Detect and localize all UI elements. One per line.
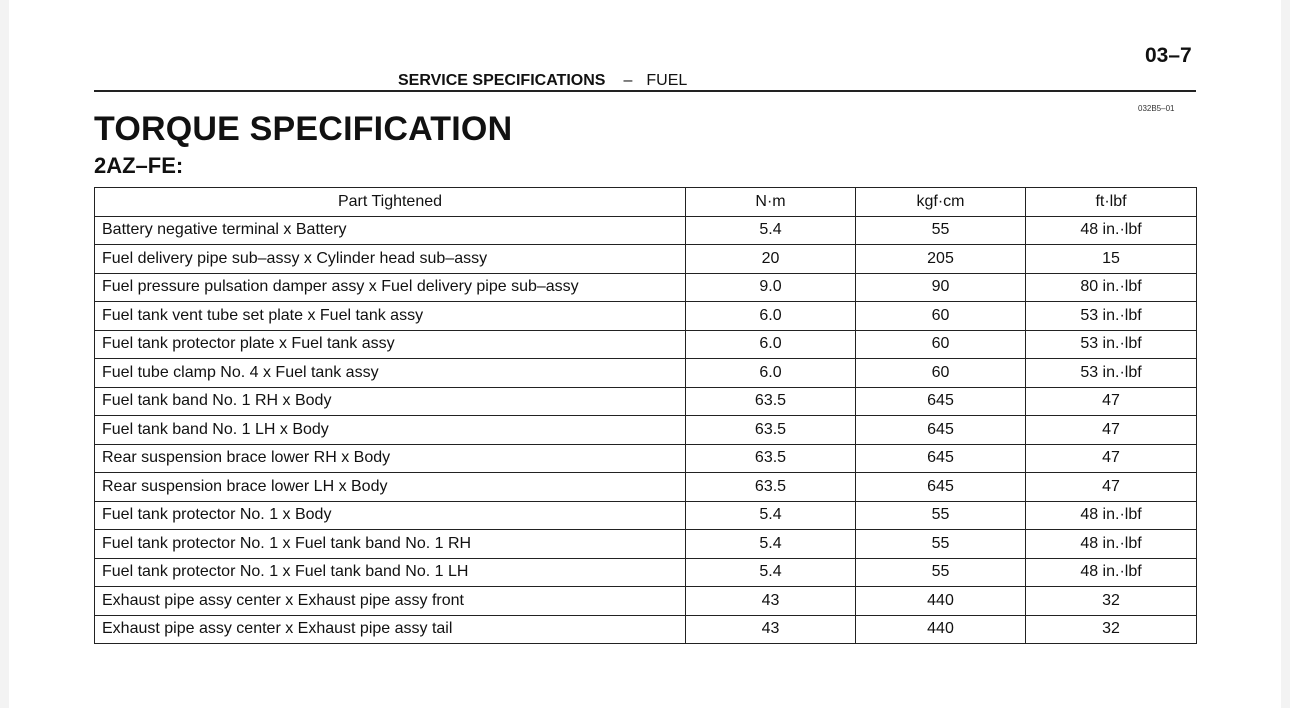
kgfcm-cell: 90 — [856, 273, 1026, 302]
ftlbf-cell: 48 in.·lbf — [1026, 216, 1197, 245]
nm-cell: 43 — [686, 615, 856, 644]
page-number: 03–7 — [1145, 44, 1192, 67]
nm-cell: 6.0 — [686, 302, 856, 331]
nm-cell: 5.4 — [686, 216, 856, 245]
header-nm: N·m — [686, 188, 856, 217]
running-header-separator: – — [623, 72, 633, 89]
running-header-topic: FUEL — [646, 72, 688, 89]
kgfcm-cell: 440 — [856, 615, 1026, 644]
kgfcm-cell: 60 — [856, 330, 1026, 359]
torque-spec-table — [94, 187, 1197, 644]
nm-cell: 5.4 — [686, 558, 856, 587]
ftlbf-cell: 47 — [1026, 387, 1197, 416]
page-title: TORQUE SPECIFICATION — [94, 110, 513, 148]
ftlbf-cell: 53 in.·lbf — [1026, 359, 1197, 388]
part-cell: Fuel tank protector No. 1 x Fuel tank band No. 1 RH — [95, 530, 686, 559]
table-header-row — [95, 188, 1197, 217]
table-row — [95, 330, 1197, 359]
table-row — [95, 530, 1197, 559]
part-cell: Rear suspension brace lower RH x Body — [95, 444, 686, 473]
part-cell: Fuel tank protector plate x Fuel tank assy — [95, 330, 686, 359]
kgfcm-cell: 55 — [856, 501, 1026, 530]
kgfcm-cell: 205 — [856, 245, 1026, 274]
header-rule — [94, 90, 1196, 92]
kgfcm-cell: 60 — [856, 359, 1026, 388]
kgfcm-cell: 645 — [856, 387, 1026, 416]
table-row — [95, 245, 1197, 274]
ftlbf-cell: 32 — [1026, 587, 1197, 616]
table-row — [95, 473, 1197, 502]
ftlbf-cell: 15 — [1026, 245, 1197, 274]
part-cell: Fuel tank band No. 1 LH x Body — [95, 416, 686, 445]
table-row — [95, 416, 1197, 445]
table-row — [95, 501, 1197, 530]
header-part: Part Tightened — [95, 188, 686, 217]
header-kgfcm: kgf·cm — [856, 188, 1026, 217]
part-cell: Fuel pressure pulsation damper assy x Fuel delivery pipe sub–assy — [95, 273, 686, 302]
part-cell: Exhaust pipe assy center x Exhaust pipe assy tail — [95, 615, 686, 644]
kgfcm-cell: 55 — [856, 558, 1026, 587]
kgfcm-cell: 645 — [856, 444, 1026, 473]
part-cell: Fuel tank vent tube set plate x Fuel tank assy — [95, 302, 686, 331]
part-cell: Rear suspension brace lower LH x Body — [95, 473, 686, 502]
part-cell: Fuel tube clamp No. 4 x Fuel tank assy — [95, 359, 686, 388]
ftlbf-cell: 32 — [1026, 615, 1197, 644]
table-row — [95, 273, 1197, 302]
header-ftlbf: ft·lbf — [1026, 188, 1197, 217]
kgfcm-cell: 60 — [856, 302, 1026, 331]
ftlbf-cell: 47 — [1026, 416, 1197, 445]
table-row — [95, 587, 1197, 616]
nm-cell: 9.0 — [686, 273, 856, 302]
ftlbf-cell: 53 in.·lbf — [1026, 302, 1197, 331]
part-cell: Exhaust pipe assy center x Exhaust pipe assy front — [95, 587, 686, 616]
nm-cell: 63.5 — [686, 416, 856, 445]
ftlbf-cell: 80 in.·lbf — [1026, 273, 1197, 302]
kgfcm-cell: 440 — [856, 587, 1026, 616]
ftlbf-cell: 48 in.·lbf — [1026, 530, 1197, 559]
kgfcm-cell: 645 — [856, 416, 1026, 445]
nm-cell: 43 — [686, 587, 856, 616]
part-cell: Fuel delivery pipe sub–assy x Cylinder head sub–assy — [95, 245, 686, 274]
nm-cell: 63.5 — [686, 387, 856, 416]
ftlbf-cell: 48 in.·lbf — [1026, 501, 1197, 530]
nm-cell: 20 — [686, 245, 856, 274]
ftlbf-cell: 53 in.·lbf — [1026, 330, 1197, 359]
kgfcm-cell: 55 — [856, 216, 1026, 245]
nm-cell: 5.4 — [686, 530, 856, 559]
nm-cell: 5.4 — [686, 501, 856, 530]
nm-cell: 63.5 — [686, 473, 856, 502]
ftlbf-cell: 47 — [1026, 473, 1197, 502]
kgfcm-cell: 55 — [856, 530, 1026, 559]
table-row — [95, 615, 1197, 644]
table-row — [95, 216, 1197, 245]
ftlbf-cell: 47 — [1026, 444, 1197, 473]
ftlbf-cell: 48 in.·lbf — [1026, 558, 1197, 587]
part-cell: Fuel tank band No. 1 RH x Body — [95, 387, 686, 416]
table-row — [95, 558, 1197, 587]
nm-cell: 63.5 — [686, 444, 856, 473]
kgfcm-cell: 645 — [856, 473, 1026, 502]
table-row — [95, 359, 1197, 388]
running-header — [398, 72, 687, 90]
part-cell: Fuel tank protector No. 1 x Fuel tank band No. 1 LH — [95, 558, 686, 587]
table-row — [95, 444, 1197, 473]
engine-subtitle: 2AZ–FE: — [94, 153, 184, 178]
running-header-section: SERVICE SPECIFICATIONS — [398, 72, 606, 89]
table-row — [95, 302, 1197, 331]
table-row — [95, 387, 1197, 416]
nm-cell: 6.0 — [686, 330, 856, 359]
part-cell: Fuel tank protector No. 1 x Body — [95, 501, 686, 530]
nm-cell: 6.0 — [686, 359, 856, 388]
document-code: 032B5–01 — [1138, 104, 1175, 113]
part-cell: Battery negative terminal x Battery — [95, 216, 686, 245]
